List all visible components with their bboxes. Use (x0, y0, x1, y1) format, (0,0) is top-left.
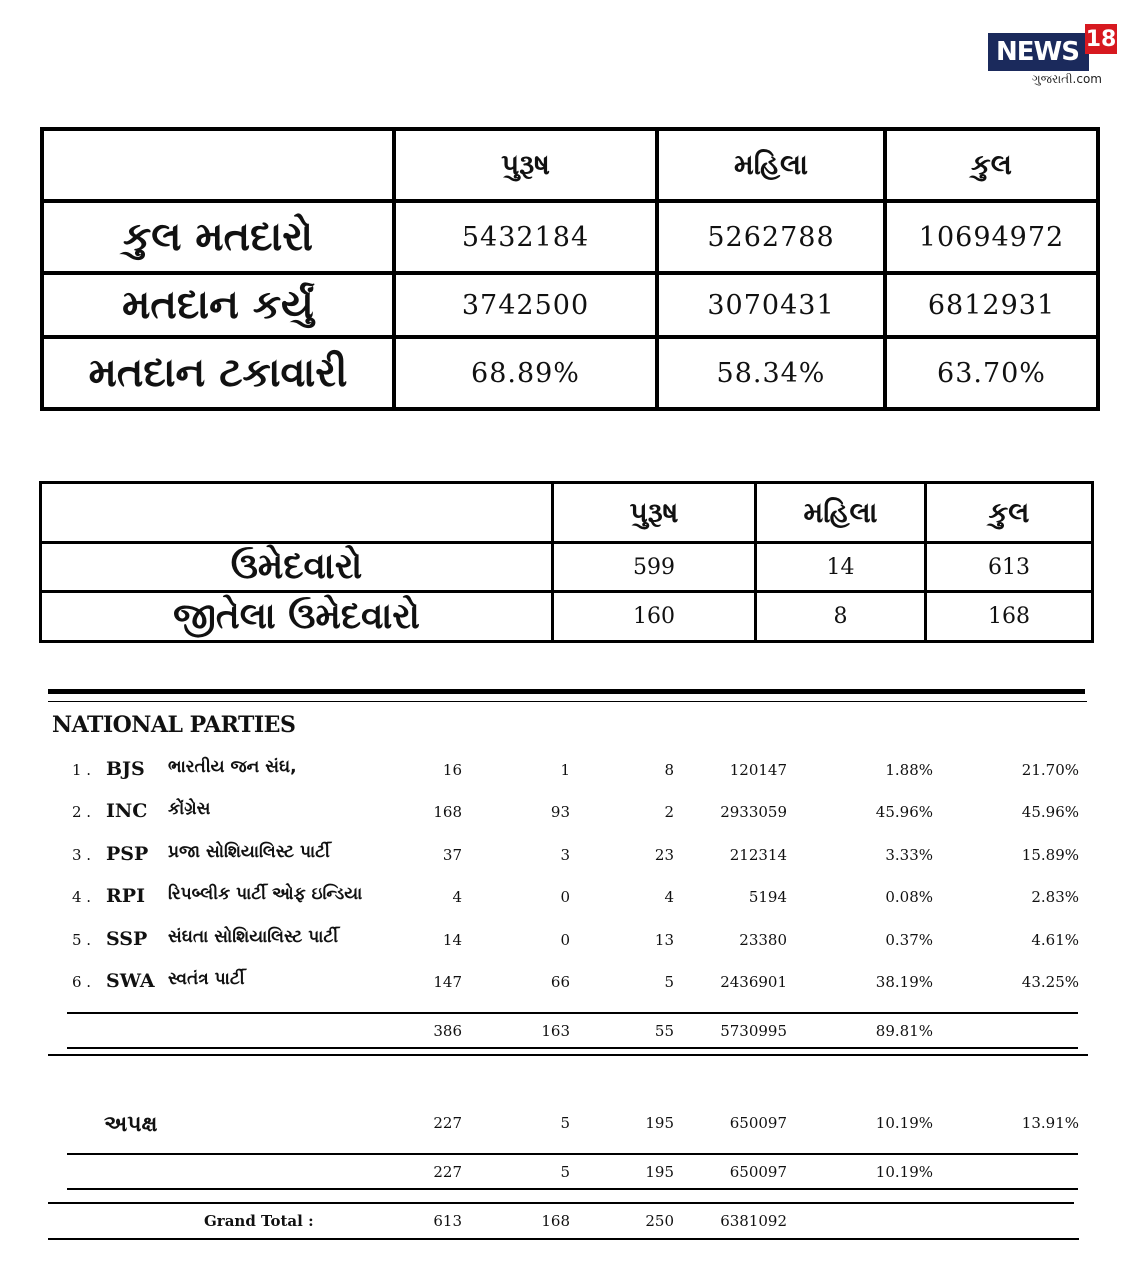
divider (67, 1012, 1078, 1014)
vote-percent-contested: 45.96% (1021, 803, 1079, 821)
contested: 16 (442, 761, 462, 779)
won: 5 (560, 1114, 570, 1132)
table-row (41, 592, 1093, 642)
won: 66 (550, 973, 570, 991)
won: 1 (560, 761, 570, 779)
won: 3 (560, 846, 570, 864)
party-index: 5 . (72, 931, 92, 949)
divider (48, 1238, 1079, 1240)
logo-brand: NEWS (988, 33, 1089, 71)
party-index: 4 . (72, 888, 92, 906)
voters-header-row (42, 129, 1098, 201)
party-name: સંઘતા સોશિયાલિસ્ટ પાર્ટી (168, 927, 339, 947)
grand-total-row (0, 1212, 1135, 1236)
header-female: મહિલા (657, 129, 885, 201)
divider (48, 1202, 1074, 1204)
subtotal-row (0, 1163, 1135, 1187)
cell-male: 160 (553, 592, 756, 642)
cell-total: 10694972 (885, 201, 1098, 273)
vote-percent-contested: 15.89% (1021, 846, 1079, 864)
header-male: પુરૂષ (553, 483, 756, 543)
divider (67, 1153, 1078, 1155)
divider (48, 701, 1087, 702)
row-label: કુલ મતદારો (42, 201, 394, 273)
list-item (0, 842, 1135, 870)
cell-male: 5432184 (394, 201, 657, 273)
vote-percent: 10.19% (875, 1114, 933, 1132)
won: 0 (560, 931, 570, 949)
row-label: મતદાન ટકાવારી (42, 337, 394, 409)
candidates-header-row (41, 483, 1093, 543)
votes: 5194 (748, 888, 787, 906)
contested: 168 (433, 803, 462, 821)
party-abbr: PSP (106, 843, 149, 865)
party-abbr: INC (106, 800, 148, 822)
party-name: રિપબ્લીક પાર્ટી ઓફ ઇન્ડિયા (168, 884, 363, 904)
subtotal-contested: 386 (433, 1022, 462, 1040)
forfeited: 13 (654, 931, 674, 949)
subtotal-percent: 10.19% (875, 1163, 933, 1181)
party-name: સ્વતંત્ર પાર્ટી (168, 969, 245, 989)
party-abbr: SWA (106, 970, 155, 992)
cell-female: 58.34% (657, 337, 885, 409)
vote-percent: 45.96% (875, 803, 933, 821)
table-row (42, 337, 1098, 409)
party-name: ભારતીય જન સંઘ, (168, 757, 297, 777)
votes: 23380 (739, 931, 787, 949)
vote-percent-contested: 43.25% (1021, 973, 1079, 991)
subtotal-won: 163 (541, 1022, 570, 1040)
table-row (41, 543, 1093, 592)
contested: 147 (433, 973, 462, 991)
subtotal-forfeited: 55 (654, 1022, 674, 1040)
row-label: જીતેલા ઉમેદવારો (41, 592, 553, 642)
list-item (0, 969, 1135, 997)
header-total: કુલ (926, 483, 1093, 543)
row-label: ઉમેદવારો (41, 543, 553, 592)
grand-total-votes: 6381092 (720, 1212, 787, 1230)
cell-male: 3742500 (394, 273, 657, 337)
subtotal-forfeited: 195 (645, 1163, 674, 1181)
cell-male: 599 (553, 543, 756, 592)
list-item (0, 799, 1135, 827)
list-item (0, 927, 1135, 955)
contested: 14 (442, 931, 462, 949)
list-item (0, 757, 1135, 785)
grand-total-contested: 613 (433, 1212, 462, 1230)
party-name: કોંગ્રેસ (168, 799, 211, 819)
party-name: પ્રજા સોશિયાલિસ્ટ પાર્ટી (168, 842, 330, 862)
subtotal-votes: 650097 (729, 1163, 787, 1181)
vote-percent-contested: 2.83% (1031, 888, 1079, 906)
vote-percent: 3.33% (885, 846, 933, 864)
party-index: 3 . (72, 846, 92, 864)
votes: 120147 (729, 761, 787, 779)
forfeited: 195 (645, 1114, 674, 1132)
forfeited: 4 (664, 888, 674, 906)
voters-table (40, 127, 1100, 411)
header-total: કુલ (885, 129, 1098, 201)
party-abbr: RPI (106, 885, 145, 907)
party-abbr: BJS (106, 758, 145, 780)
party-index: 6 . (72, 973, 92, 991)
votes: 650097 (729, 1114, 787, 1132)
vote-percent-contested: 21.70% (1021, 761, 1079, 779)
vote-percent: 0.37% (885, 931, 933, 949)
divider (48, 1054, 1088, 1056)
logo-site: ગુજરાતી.com (1031, 72, 1102, 86)
cell-female: 14 (756, 543, 926, 592)
votes: 212314 (729, 846, 787, 864)
forfeited: 8 (664, 761, 674, 779)
vote-percent: 1.88% (885, 761, 933, 779)
cell-total: 6812931 (885, 273, 1098, 337)
vote-percent-contested: 4.61% (1031, 931, 1079, 949)
cell-total: 63.70% (885, 337, 1098, 409)
table-row (42, 201, 1098, 273)
contested: 227 (433, 1114, 462, 1132)
vote-percent: 38.19% (875, 973, 933, 991)
won: 0 (560, 888, 570, 906)
row-label: મતદાન કર્યું (42, 273, 394, 337)
candidates-table (39, 481, 1094, 643)
votes: 2436901 (720, 973, 787, 991)
table-row (42, 273, 1098, 337)
cell-female: 5262788 (657, 201, 885, 273)
grand-total-label: Grand Total : (204, 1212, 314, 1230)
independents-row (0, 1114, 1135, 1138)
cell-male: 68.89% (394, 337, 657, 409)
subtotal-votes: 5730995 (720, 1022, 787, 1040)
forfeited: 2 (664, 803, 674, 821)
header-cell-empty (41, 483, 553, 543)
subtotal-contested: 227 (433, 1163, 462, 1181)
party-abbr: SSP (106, 928, 148, 950)
subtotal-won: 5 (560, 1163, 570, 1181)
subtotal-row (0, 1022, 1135, 1046)
won: 93 (550, 803, 570, 821)
section-title: NATIONAL PARTIES (52, 712, 296, 738)
party-index: 1 . (72, 761, 92, 779)
party-index: 2 . (72, 803, 92, 821)
cell-female: 3070431 (657, 273, 885, 337)
divider-thick (48, 689, 1085, 694)
grand-total-won: 168 (541, 1212, 570, 1230)
votes: 2933059 (720, 803, 787, 821)
grand-total-forfeited: 250 (645, 1212, 674, 1230)
cell-total: 168 (926, 592, 1093, 642)
forfeited: 5 (664, 973, 674, 991)
cell-total: 613 (926, 543, 1093, 592)
contested: 4 (452, 888, 462, 906)
forfeited: 23 (654, 846, 674, 864)
vote-percent-contested: 13.91% (1021, 1114, 1079, 1132)
header-female: મહિલા (756, 483, 926, 543)
cell-female: 8 (756, 592, 926, 642)
header-cell-empty (42, 129, 394, 201)
subtotal-percent: 89.81% (875, 1022, 933, 1040)
contested: 37 (442, 846, 462, 864)
independents-label: અપક્ષ (104, 1112, 158, 1137)
news18-logo (988, 24, 1118, 94)
vote-percent: 0.08% (885, 888, 933, 906)
divider (67, 1047, 1078, 1049)
header-male: પુરૂષ (394, 129, 657, 201)
logo-number: 18 (1085, 24, 1117, 54)
list-item (0, 884, 1135, 912)
divider (67, 1188, 1078, 1190)
